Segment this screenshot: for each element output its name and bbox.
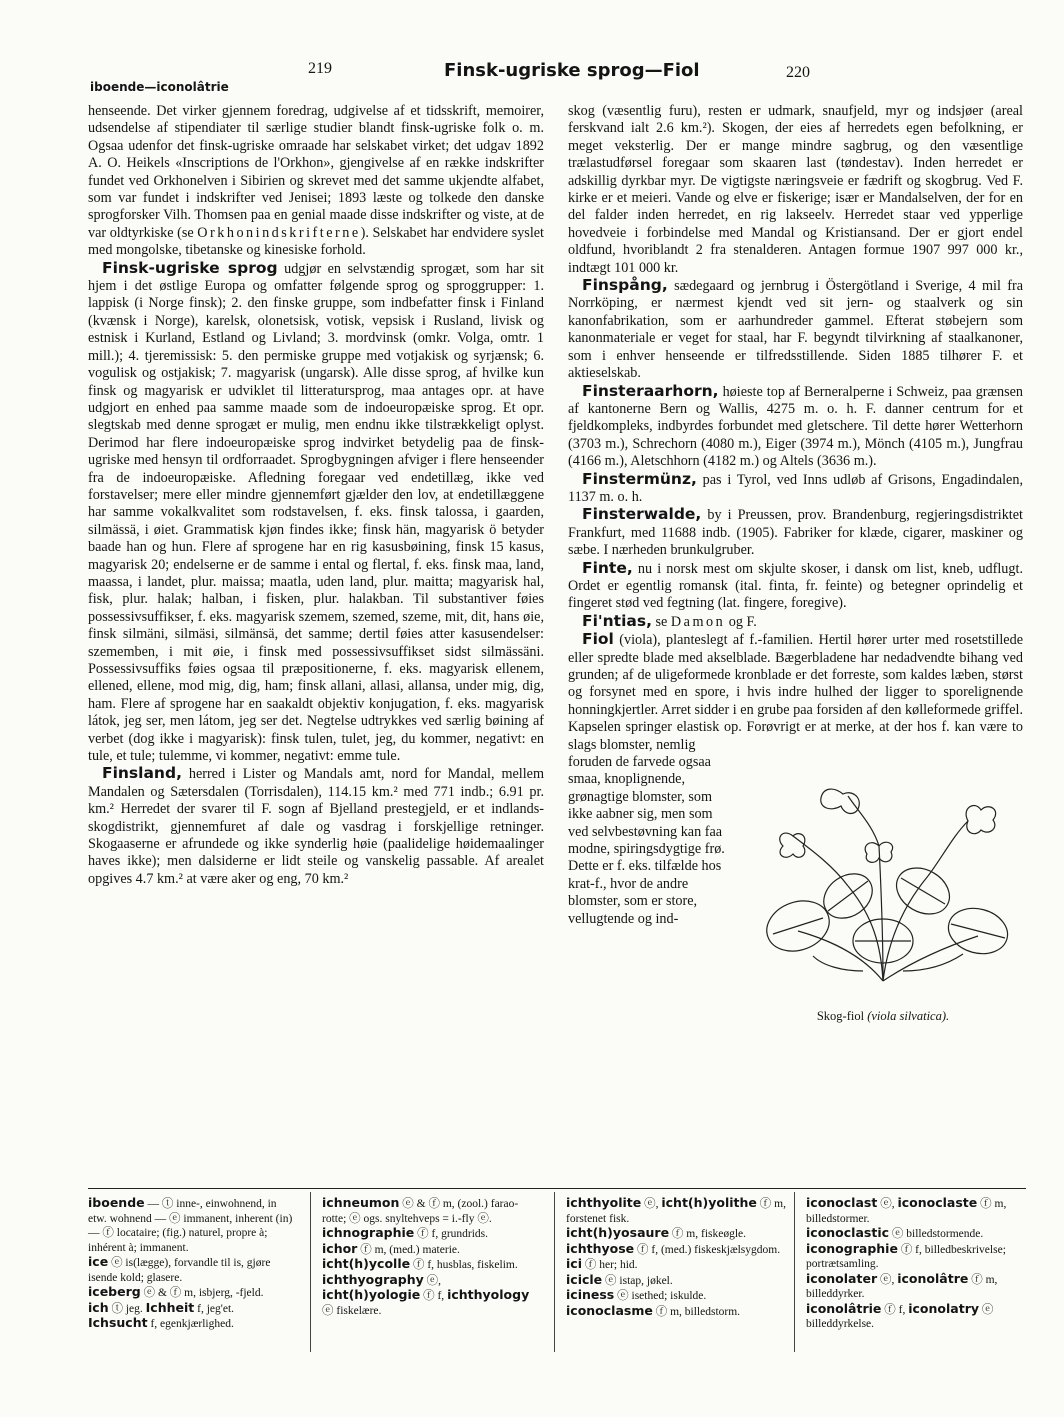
foot-entry: iconolâtrie ⓕ f, iconolatry ⓔ billeddyrkelse.: [806, 1300, 994, 1330]
foot-entry: ich ⓣ jeg. Ichheit f, jeg'et.: [88, 1299, 235, 1315]
foot-entry: ichthyolite ⓔ, icht(h)yolithe ⓕ m, forstenet fisk.: [566, 1195, 786, 1225]
foot-entry: ichor ⓕ m, (med.) materie.: [322, 1240, 460, 1256]
footnote-column-4: [806, 1196, 1026, 1332]
entry-fiol: Fiol (viola), planteslegt af f.-familien. Hertil hører urter med rosetstillede eller spredte blade med akselblade. Bægerbladene har nedadvendte bihang ved grunden; af de uligeformede kronblade er det forreste, som kaldes læben, størst og forsynet med en spore, i hvis indre hulhed der ligger to sporelignende honningkjertler. Arret sidder i en grube paa forsiden af den kølleformede griffel. Kapselen springer elastisk op. Forøvrigt er at merke, at der hos f. kan være to slags blomster, nemlig: [568, 630, 1023, 753]
foot-entry: iconolater ⓔ, iconolâtre ⓕ m, billeddyrker.: [806, 1270, 998, 1300]
foot-entry: iceberg ⓔ & ⓕ m, isbjerg, -fjeld.: [88, 1284, 264, 1299]
right-column: [568, 103, 1023, 1183]
entry-fintias: Fi'ntias, se Damon og F.: [582, 611, 757, 630]
headword: Finsteraarhorn,: [582, 381, 719, 400]
footnote-column-2: [322, 1196, 542, 1318]
foot-entry: iconoclast ⓔ, iconoclaste ⓕ m, billedstormer.: [806, 1195, 1007, 1225]
entry-finstermunz: Finstermünz, pas i Tyrol, ved Inns udløb af Grisons, Engadindalen, 1137 m. o. h.: [568, 469, 1023, 505]
page-number-left: 219: [308, 60, 332, 77]
footnote-column-1: [88, 1196, 298, 1332]
foot-entry: icicle ⓔ istap, jøkel.: [566, 1271, 673, 1287]
figure-caption: Skog-fiol (viola silvatica).: [816, 1009, 950, 1024]
foot-entry: ichthyography ⓔ, icht(h)yologie ⓕ f, ichthyology ⓔ fiskelære.: [322, 1271, 530, 1317]
foot-entry: iconoclastic ⓔ billedstormende.: [806, 1225, 984, 1240]
foot-entry: iboende — ⓣ inne-, einwohnend, in etw. wohnend — ⓔ immanent, inherent (in) — ⓕ locataire; (fig.) naturel, propre à; inhérent à; immanent.: [88, 1195, 293, 1254]
footnote-column-3: [566, 1196, 786, 1319]
left-column: [88, 103, 544, 1183]
column-separator: [310, 1192, 311, 1352]
foot-entry: ichneumon ⓔ & ⓕ m, (zool.) farao-rotte; ⓔ ogs. snyltehveps = i.-fly ⓔ.: [322, 1195, 519, 1225]
continued-paragraph: henseende. Det virker gjennem foredrag, udgivelse af et tidsskrift, memoirer, udsendelse af stipendiater til særlige studier blandt finsk-ugriske folk o. m. Ogsaa udenfor det finsk-ugriske omraade har selskabet virket; det udgav 1892 A. O. Heikels «Inscriptions de l'Orkhon», gjengivelse af en række indskrifter fundet ved Orkhonelven i Sibirien og skrevet med det samme ukjendte alfabet, som var fundet i indskrifter ved Jenisei; 1893 læste og tolkede den danske sprogforsker Vilh. Thomsen paa en genial maade disse indskrifter og viste, at de var oldtyrkiske (se Orkhonindskrifterne). Selskabet har endvidere syslet med mongolske, tibetanske og kinesiske forhold.: [88, 103, 544, 259]
column-separator: [554, 1192, 555, 1352]
foot-entry: icht(h)ycolle ⓕ f, husblas, fiskelim.: [322, 1256, 518, 1271]
page-number-right: 220: [786, 64, 810, 81]
foot-entry: iconographie ⓕ f, billedbeskrivelse; portrætsamling.: [806, 1240, 1006, 1270]
headword: Finstermünz,: [582, 469, 697, 488]
entry-finte: Finte, nu i norsk mest om skjulte skoser, i dansk om list, kneb, udflugt. Ordet er egentlig romansk (ital. finta, fr. feinte) og betegner oprindelig et fingeret stød ved fegtning (lat. fingere, foregive).: [568, 558, 1023, 612]
foot-entry: icht(h)yosaure ⓕ m, fiskeøgle.: [566, 1225, 747, 1240]
foot-entry: ichthyose ⓕ f, (med.) fiskeskjælsygdom.: [566, 1240, 781, 1256]
headword: Finspång,: [582, 276, 668, 295]
foot-entry: ichnographie ⓕ f, grundrids.: [322, 1225, 489, 1240]
headword: Fiol: [582, 630, 614, 649]
entry-finsland: Finsland, herred i Lister og Mandals amt, nord for Mandal, mellem Mandalen og Sætersdalen (Torrisdalen), 114.15 km.² med 771 indb.; 6.91 pr. km.² Herredet der svarer til F. sogn af Bjelland prestegjeld, er et indlands-skogdistrikt, gjennemfuret af dale og vasdrag i forskjellige retninger. Skogaaserne er afrundede og ikke synderlig høie (paalidelige høidemaalinger haves ikke); men dalsiderne er lidt steile og vanskelig passable. Af arealet opgives 4.7 km.² at være aker og eng, 70 km.²: [88, 764, 544, 887]
foot-entry: iconoclasme ⓕ m, billedstorm.: [566, 1302, 741, 1318]
guide-words: iboende—iconolâtrie: [90, 80, 229, 94]
viola-plant-icon: [753, 766, 1013, 986]
violet-illustration: [743, 766, 1023, 1046]
foot-entry: iciness ⓔ isethed; iskulde.: [566, 1287, 707, 1302]
continued-paragraph: skog (væsentlig furu), resten er udmark, snaufjeld, myr og indsjøer (areal ferskvand ialt 2.6 km.²). Skogen, der eies af herredets egen befolkning, er meget veksterlig. Der er mange mindre sagbrug, og den væsentlige trælastudførsel foregaar som skaaren last (tøndestav). Inden herredet er adskillig dyrkbar myr. De vigtigste næringsveie er fædrift og skogbrug. Ved F. kirke er et meieri. Vande og elve er fiskerige; især er Mandalselven, der for en del falder inden herredet, en rig lakseelv. Herredet staar ved ypperlige hovedveie i forbindelse med Mandal og Kristiansand. Der er gjort endel oldfund, hvoriblandt 2 fra stenalderen. Antagen formue 1907 997 000 kr., indtægt 101 000 kr.: [568, 103, 1023, 276]
foot-entry: Ichsucht f, egenkjærlighed.: [88, 1315, 234, 1330]
entry-finspang: Finspång, sædegaard og jernbrug i Östergötland i Sverige, 4 mil fra Norrköping, er nærmest kjendt ved sit jern- og staalverk og sin kanonfabrikation, som er aarhundreder gammel. Efterat støbejern som kanonmateriale er veget for staal, har F. begyndt tilvirkning af staalkanoner, som i enhver henseende er tilfredsstillende. Siden 1885 tilhører F. et aktieselskab.: [568, 276, 1023, 382]
column-separator: [794, 1192, 795, 1352]
running-title: Finsk-ugriske sprog—Fiol: [444, 60, 700, 81]
headword: Fi'ntias,: [582, 611, 652, 630]
foot-entry: ice ⓔ is(lægge), forvandle til is, gjøre isende kold; glasere.: [88, 1254, 271, 1284]
entry-finsteraarhorn: Finsteraarhorn, høieste top af Berneralperne i Schweiz, paa grænsen af kantonerne Bern og Wallis, 4275 m. o. h. F. danner centrum for et fjeldkompleks, indbyrdes forbundet med gletschere. Til dette hører Wetterhorn (3703 m.), Schrechorn (4080 m.), Eiger (3974 m.), Mönch (4105 m.), Jungfrau (4166 m.), Aletschhorn (4182 m.) og Altels (3636 m.).: [568, 381, 1023, 470]
headword: Finsterwalde,: [582, 505, 702, 524]
page-header: [0, 58, 1064, 98]
headword: Finsk-ugriske sprog: [102, 258, 278, 277]
fiol-continuation-with-figure: [568, 754, 1023, 1024]
entry-finsk-ugriske-sprog: Finsk-ugriske sprog udgjør en selvstændig sprogæt, som har sit hjem i det østlige Europa og omfatter følgende sprog og sproggrupper: 1. lappisk (i Norge finsk); 2. den finske gruppe, som indbefatter finsk i Finland (kvænsk i Norge), karelsk, olonetsisk, votisk, vepsisk i Rusland, livisk og estnisk i Kurland, Estland og Livland; 3. mordvinsk (omkr. Volga, omtr. 1 mill.); 4. tjeremissisk: 5. den permiske gruppe med votjakisk og syrjænsk; 6. vogulisk og ostjakisk; 7. magyarisk (ungarsk). Alle disse sprog, af hvilke kun finsk og magyarisk er udviklet til litteratursprog, maa antages opr. at have udgjort en enhed paa samme maade som de indoeuropæiske sprog. Et opr. slegtskab med denne sprogæt er mulig, men endnu ikke tilstrækkeligt oplyst. Derimod har flere indoeuropæiske sprog indvirket betydelig paa de finsk-ugriske med hensyn til ordforraadet. Sprogbygningen afviger i flere henseender fra de indoeuropæiske. Afledning foregaar ved endetillæg, ikke ved forstavelser; mere eller mindre gjennemført gjælder den lov, at endetillæggene har samme vokalkvalitet som rodstavelsen, f. eks. finsk talossa, i gaarden, silmässä, i øiet. Grammatisk kjøn findes ikke; finsk hän, magyarisk ö betyder baade han og hun. Flere af sprogene har en rig kasusbøining, finsk 15 kasus, magyarisk 20; endelserne er de samme i ental og flertal, f. eks. finsk maa, land, maassa, i landet, plur. maissa; maatla, uden land, plur. maitta; magyarisk hal, fisk, plur. halak; halban, i fisken, plur. halakban. Til substantiver føies possessivsuffikser, f. eks. magyarisk szemem, szemed, szeme, mit, dit, hans øie, finsk silmäni, silmäsi, silmänsä, det samme; dertil føies atter kasusendelser: szememben, i mit øie, i finsk med possessivsuffikset sidst silmässäni. Possessivsuffiks føies ogsaa til præpositionerne, f. eks. magyarisk ellenem, ellened, ellene, mod mig, dig, ham; finsk allani, allasi, allansa, under mig, dig, ham. Flere af sprogene har en saakaldt objektiv konjugation, f. eks. magyarisk látok, jeg ser, men látom, jeg ser det. Negtelse udtrykkes ved særlig bøining af verbet (dog ikke i magyarisk): finsk tulen, tulet, jeg, du kommer, negativt: en tule, et tule; tulemme, vi kommer, negativt: emme tule.: [88, 258, 544, 765]
entry-finsterwalde: Finsterwalde, by i Preussen, prov. Brandenburg, regjeringsdistriktet Frankfurt, med 11688 indb. (1905). Fabriker for klæde, cigarer, maskiner og sæbe. I nærheden brunkulgruber.: [568, 505, 1023, 559]
headword: Finte,: [582, 558, 633, 577]
footnote-divider: [88, 1188, 1026, 1189]
fiol-continued-text: foruden de farvede ogsaa smaa, knoplignende, grønagtige blomster, som ikke aabner sig, men som ved selvbestøvning kan faa modne, spiringsdygtige frø. Dette er f. eks. tilfælde hos krat-f., hvor de andre blomster, som er store, vellugtende og ind-: [568, 754, 725, 927]
foot-entry: ici ⓕ her; hid.: [566, 1256, 638, 1271]
headword: Finsland,: [102, 764, 182, 783]
